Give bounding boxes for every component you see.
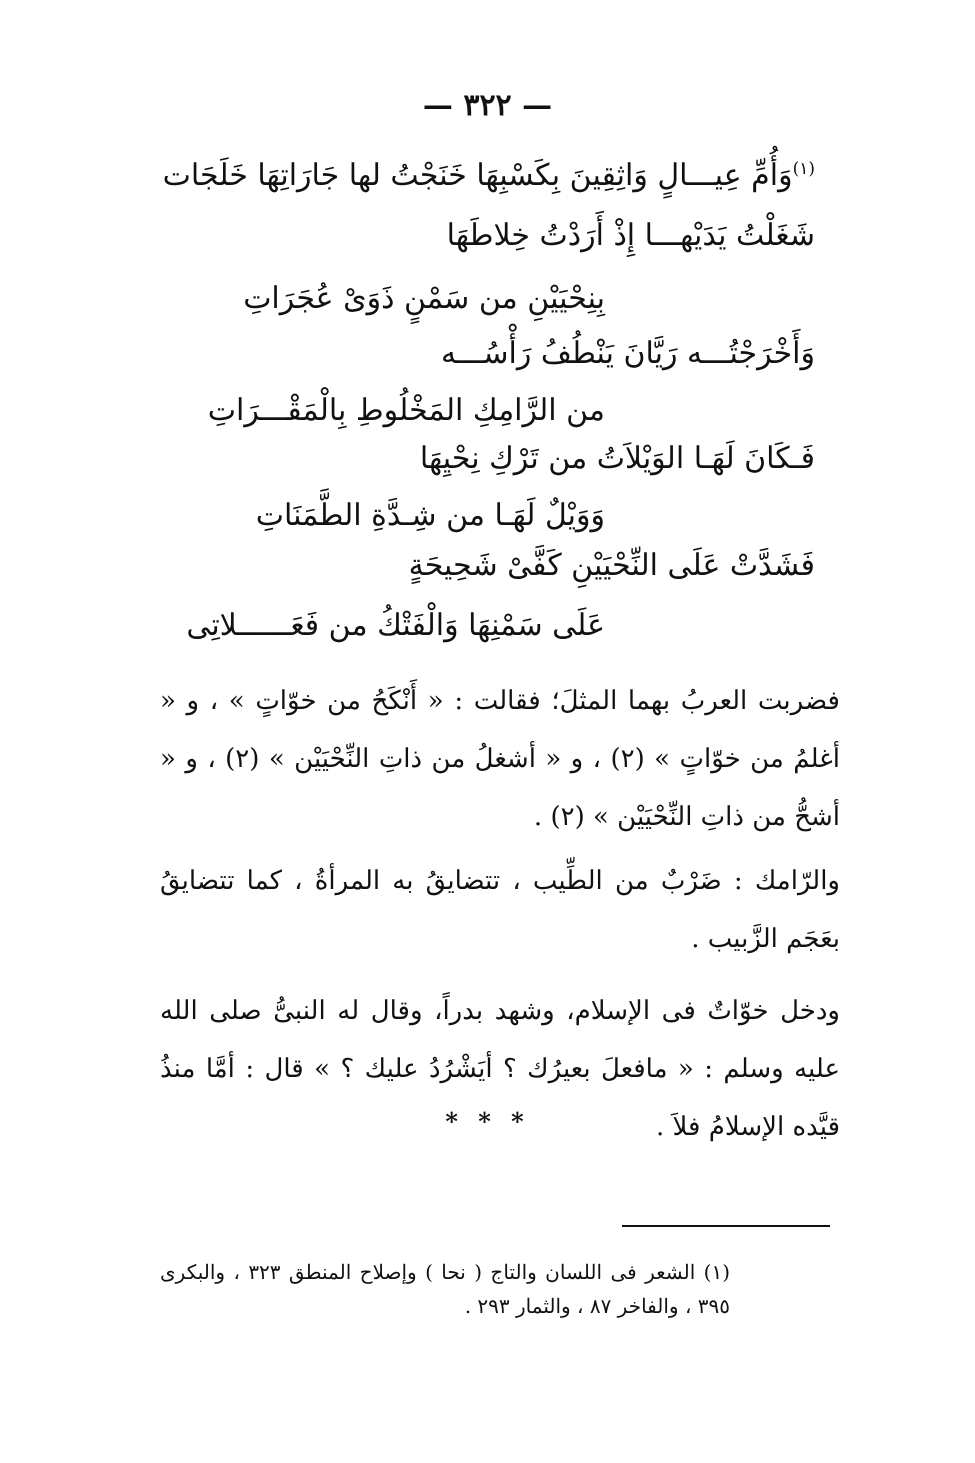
paragraph-islam: ودخل خوّاتٌ فى الإسلام، وشهد بدراً، وقال له النبىُّ صلى الله عليه وسلم : « مافعلَ بعيرُك ؟ أيَشْرُدُ عليك ؟ » قال : أمَّا منذُ قيَّده الإسلامُ فلاَ . — [160, 996, 840, 1142]
verse-line-5: من الرَّامِكِ المَخْلُوطِ بِالْمَقْـــرَاتِ — [207, 393, 605, 428]
verse-line-3: بِنِحْيَيْنِ من سَمْنٍ ذَوَىْ عُجَرَاتِ — [243, 281, 605, 316]
verse-line-8: فَشَدَّتْ عَلَى النِّحْيَيْنِ كَفَّىْ شَحِيحَةٍ — [408, 548, 815, 583]
footnote-divider — [622, 1225, 830, 1227]
footnote: (١) الشعر فى اللسان والتاج ( نحا ) وإصلاح المنطق ٣٢٣ ، والبكرى ٣٩٥ ، والفاخر ٨٧ ، والثمار ٢٩٣ . — [160, 1260, 730, 1318]
verse-line-4: وَأَخْرَجْتُـــه رَيَّانَ يَنْطُفُ رَأْسُـــه — [440, 336, 815, 371]
verse-line-1 — [163, 158, 815, 193]
section-separator: * * * — [445, 1107, 530, 1136]
verse-line-9: عَلَى سَمْنِهَا وَالْفَتْكُ من فَعَــــــلاتِى — [186, 608, 605, 643]
page-number: — ٣٢٢ — — [422, 88, 553, 123]
paragraph-ramik: والرّامك : ضَرْبٌ من الطِّيب ، تتضايقُ به المرأةُ ، كما تتضايقُ بعَجَم الزَّبيب . — [160, 866, 840, 954]
verse-text: وَأُمِّ عِيـــالٍ وَاثِقِينَ بِكَسْبِهَا خَنَجْتُ لها جَارَاتِهَا خَلَجَات — [162, 158, 793, 193]
verse-line-7: وَوَيْلٌ لَهَـا من شِـدَّةِ الطَّمَنَاتِ — [255, 498, 605, 533]
paragraph-proverbs: فضربت العربُ بهما المثلَ؛ فقالت : « أَنْكَحُ من خوّاتٍ » ، و « أغلمُ من خوّاتٍ » (٢) ، و « أشغلُ من ذاتِ النِّحْيَيْن » (٢) ، و « أشحُّ من ذاتِ النِّحْيَيْن » (٢) . — [160, 686, 840, 832]
footnote-marker: (١) — [792, 159, 815, 179]
verse-line-2: شَغَلْتُ يَدَيْهـــا إِذْ أَرَدْتُ خِلاطَهَا — [446, 218, 815, 253]
verse-line-6: فَـكَانَ لَهَـا الوَيْلاَتُ من تَرْكِ نِحْيِهَا — [419, 441, 815, 476]
